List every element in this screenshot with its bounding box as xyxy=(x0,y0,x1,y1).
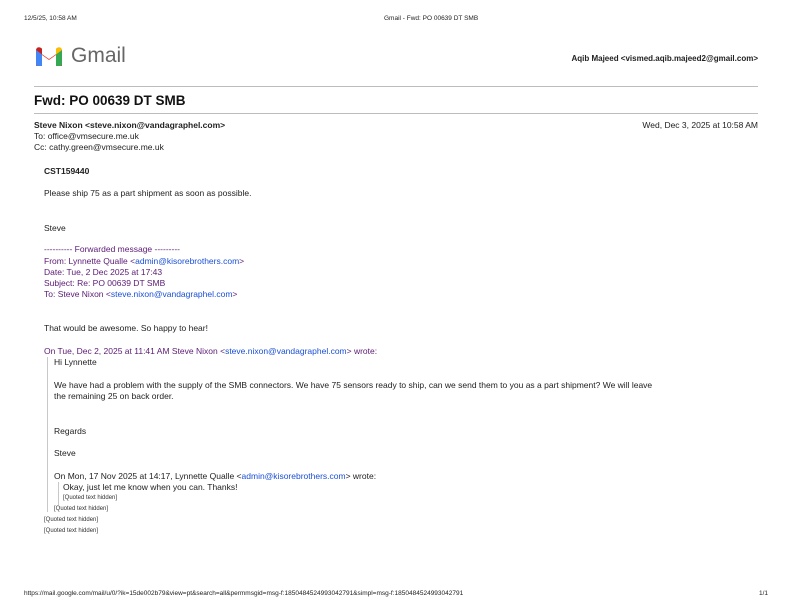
forwarded-to-close: > xyxy=(232,289,238,299)
quote-1-suffix: > wrote: xyxy=(346,346,378,356)
quote-2-intro xyxy=(54,471,376,482)
gmail-wordmark: Gmail xyxy=(71,44,126,67)
quote-2-suffix: > wrote: xyxy=(345,471,377,481)
forwarded-from-email-link[interactable]: admin@kisorebrothers.com xyxy=(135,256,240,266)
print-datetime: 12/5/25, 10:58 AM xyxy=(24,15,77,22)
quote-1-regards: Regards xyxy=(54,426,87,436)
message-to: To: office@vmsecure.me.uk xyxy=(34,131,139,141)
forwarded-to xyxy=(44,289,237,300)
quote-1-intro-text: On Tue, Dec 2, 2025 at 11:41 AM Steve Nixon < xyxy=(44,346,226,356)
quote-2-email-link[interactable]: admin@kisorebrothers.com xyxy=(241,471,346,481)
quote-1-greeting: Hi Lynnette xyxy=(54,357,97,367)
quote-1-intro xyxy=(44,346,377,357)
reply-text: That would be awesome. So happy to hear! xyxy=(44,323,208,333)
quote-2-text: Okay, just let me know when you can. Thanks! xyxy=(63,482,238,492)
forwarded-header: ---------- Forwarded message --------- xyxy=(44,244,180,254)
body-line-1: Please ship 75 as a part shipment as soon as possible. xyxy=(44,188,252,198)
quote-1-paragraph-2: the remaining 25 on back order. xyxy=(54,391,174,401)
forwarded-from-label: From: Lynnette Qualle < xyxy=(44,256,136,266)
forwarded-from xyxy=(44,256,244,267)
message-date: Wed, Dec 3, 2025 at 10:58 AM xyxy=(642,120,758,130)
message-cc: Cc: cathy.green@vmsecure.me.uk xyxy=(34,142,164,152)
message-from: Steve Nixon <steve.nixon@vandagraphel.com> xyxy=(34,120,226,130)
print-footer-page: 1/1 xyxy=(758,590,768,597)
quote-1-paragraph-1: We have had a problem with the supply of the SMB connectors. We have 75 sensors ready to ship, can we send them to you as a part shipment? We will leave xyxy=(54,380,653,390)
gmail-logo-icon xyxy=(34,44,64,68)
quote-1-email-link[interactable]: steve.nixon@vandagraphel.com xyxy=(225,346,347,356)
forwarded-to-email-link[interactable]: steve.nixon@vandagraphel.com xyxy=(110,289,233,299)
print-footer-url: https://mail.google.com/mail/u/0/?ik=15de002b79&view=pt&search=all&permmsgid=msg-f:1850484524993042791&simpl=msg-f:1850484524993042791 xyxy=(24,590,464,597)
quote-2-bar xyxy=(58,482,59,505)
quote-1-bar xyxy=(47,357,48,512)
subject-divider xyxy=(34,113,758,114)
body-signature: Steve xyxy=(44,223,66,233)
quote-2-intro-text: On Mon, 17 Nov 2025 at 14:17, Lynnette Qualle < xyxy=(54,471,242,481)
forwarded-from-close: > xyxy=(239,256,245,266)
order-reference: CST159440 xyxy=(44,166,90,176)
quoted-text-hidden-2[interactable]: [Quoted text hidden] xyxy=(54,506,109,512)
account-email: Aqib Majeed <vismed.aqib.majeed2@gmail.com> xyxy=(571,54,758,63)
forwarded-date: Date: Tue, 2 Dec 2025 at 17:43 xyxy=(44,267,163,277)
print-title: Gmail - Fwd: PO 00639 DT SMB xyxy=(384,15,479,22)
quoted-text-hidden-4[interactable]: [Quoted text hidden] xyxy=(44,528,99,534)
email-subject: Fwd: PO 00639 DT SMB xyxy=(34,93,186,108)
quoted-text-hidden-3[interactable]: [Quoted text hidden] xyxy=(44,517,99,523)
quote-1-signature: Steve xyxy=(54,448,76,458)
forwarded-to-label: To: Steve Nixon < xyxy=(44,289,111,299)
quoted-text-hidden-1[interactable]: [Quoted text hidden] xyxy=(63,495,118,501)
header-divider xyxy=(34,86,758,87)
forwarded-subject: Subject: Re: PO 00639 DT SMB xyxy=(44,278,166,288)
